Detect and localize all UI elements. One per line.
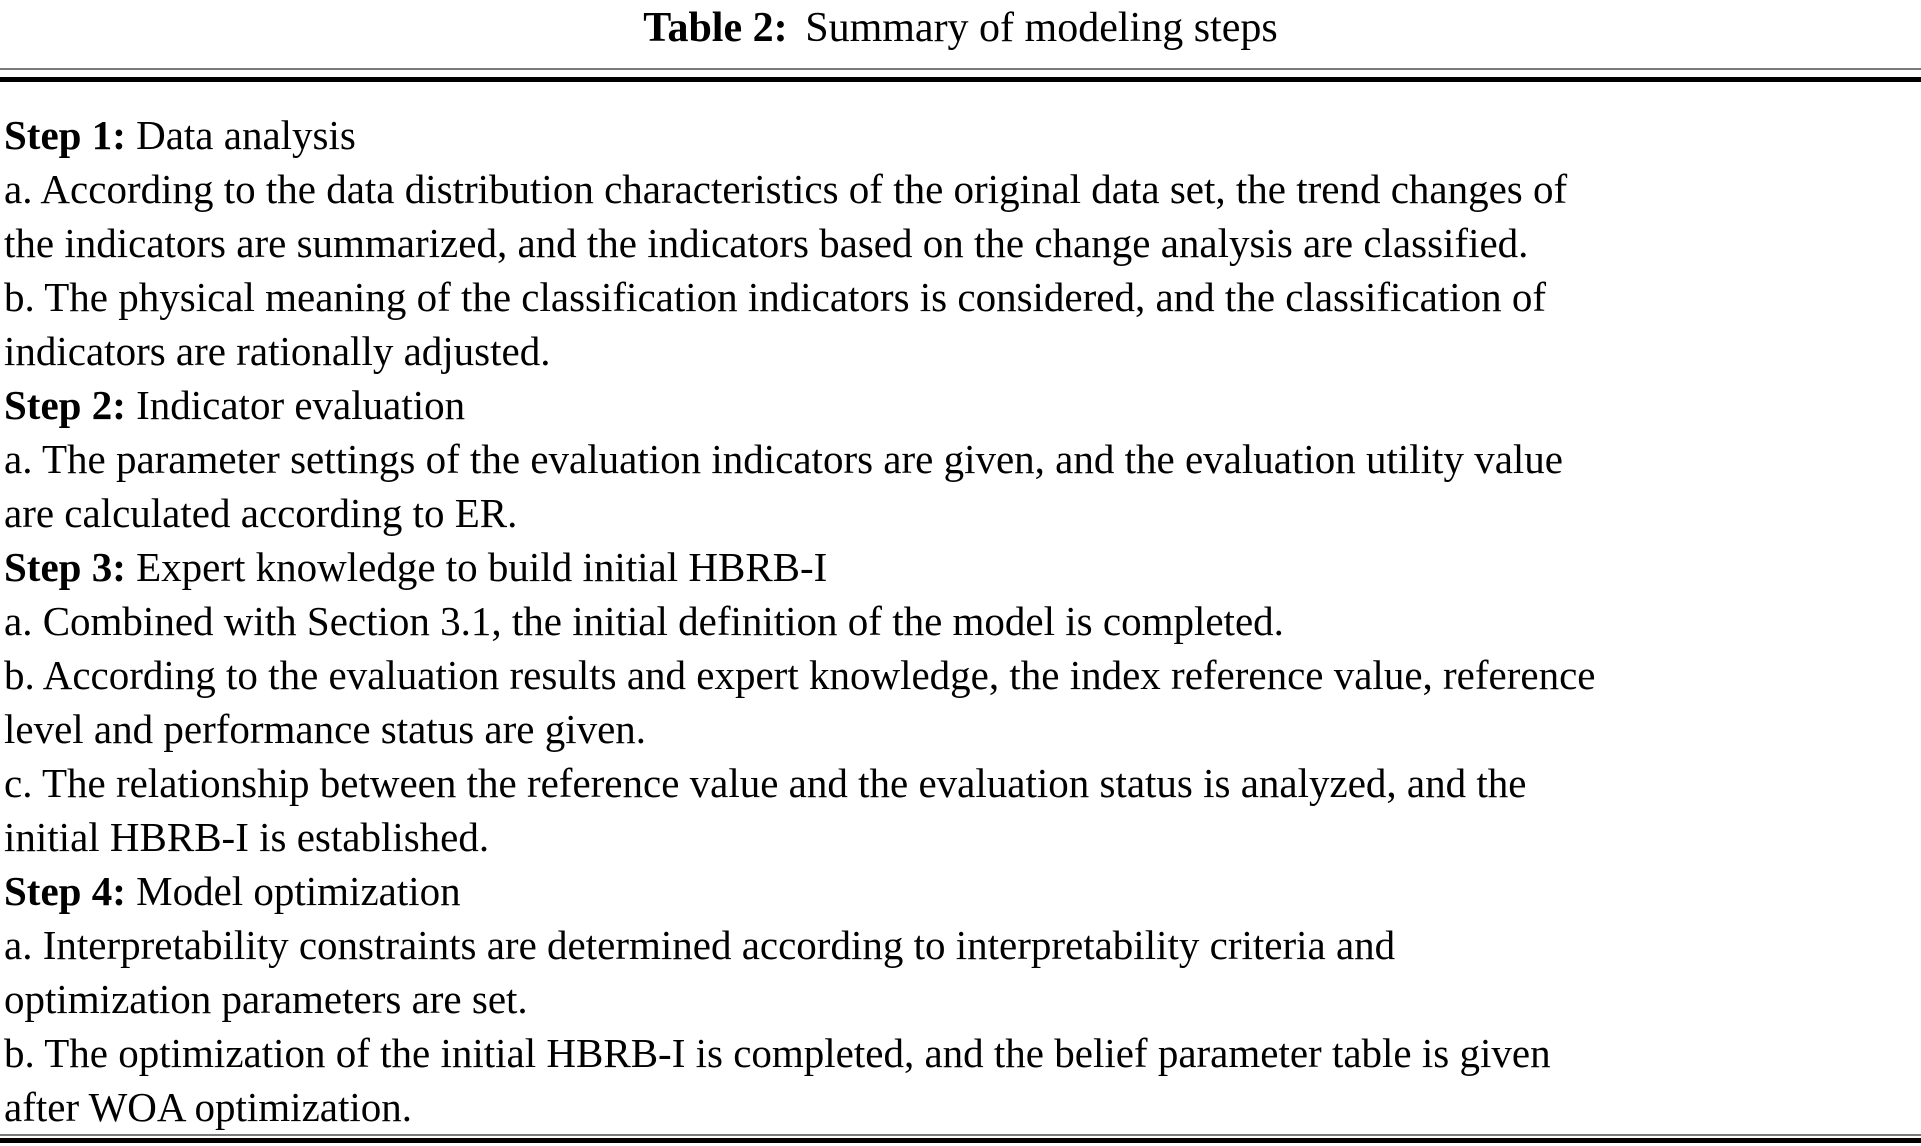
line-text: a. Combined with Section 3.1, the initial definition of the model is completed.: [4, 598, 1284, 644]
bottom-rule-thick: [0, 1138, 1921, 1143]
line-text: a. The parameter settings of the evaluation indicators are given, and the evaluation utility value: [4, 436, 1563, 482]
line-text: the indicators are summarized, and the indicators based on the change analysis are classified.: [4, 220, 1529, 266]
line-text: level and performance status are given.: [4, 706, 647, 752]
line-text: indicators are rationally adjusted.: [4, 328, 551, 374]
table-line: [4, 1080, 1921, 1134]
table-line: [4, 324, 1921, 378]
table-line: [4, 270, 1921, 324]
step-heading: [4, 540, 1921, 594]
table-caption: [0, 4, 1921, 52]
step-heading: [4, 864, 1921, 918]
line-text: after WOA optimization.: [4, 1084, 412, 1130]
line-text: a. According to the data distribution characteristics of the original data set, the trend changes of: [4, 166, 1568, 212]
top-rule-thin: [0, 68, 1921, 70]
step-label: Step 1:: [4, 112, 126, 158]
step-title: Model optimization: [125, 868, 461, 914]
table-line: [4, 486, 1921, 540]
line-text: c. The relationship between the reference value and the evaluation status is analyzed, and the: [4, 760, 1527, 806]
line-text: initial HBRB-I is established.: [4, 814, 490, 860]
line-text: are calculated according to ER.: [4, 490, 518, 536]
table-line: [4, 162, 1921, 216]
table-line: [4, 1026, 1921, 1080]
table-caption-title: Summary of modeling steps: [805, 5, 1278, 51]
table-line: [4, 918, 1921, 972]
line-text: a. Interpretability constraints are determined according to interpretability criteria and: [4, 922, 1396, 968]
step-label: Step 2:: [4, 382, 126, 428]
table-line: [4, 594, 1921, 648]
step-title: Expert knowledge to build initial HBRB-I: [125, 544, 828, 590]
table-body: [0, 108, 1921, 1134]
line-text: b. According to the evaluation results and expert knowledge, the index reference value, reference: [4, 652, 1596, 698]
table-line: [4, 216, 1921, 270]
table-line: [4, 702, 1921, 756]
line-text: optimization parameters are set.: [4, 976, 528, 1022]
bottom-rule-thin: [0, 1134, 1921, 1136]
table-line: [4, 756, 1921, 810]
step-title: Data analysis: [125, 112, 356, 158]
table-line: [4, 432, 1921, 486]
table-line: [4, 648, 1921, 702]
line-text: b. The optimization of the initial HBRB-I is completed, and the belief parameter table is given: [4, 1030, 1551, 1076]
line-text: b. The physical meaning of the classification indicators is considered, and the classification of: [4, 274, 1546, 320]
step-label: Step 3:: [4, 544, 126, 590]
step-title: Indicator evaluation: [125, 382, 466, 428]
top-rule-thick: [0, 77, 1921, 82]
step-heading: [4, 378, 1921, 432]
step-label: Step 4:: [4, 868, 126, 914]
table-caption-number: Table 2:: [643, 5, 788, 51]
step-heading: [4, 108, 1921, 162]
table-line: [4, 810, 1921, 864]
table-line: [4, 972, 1921, 1026]
